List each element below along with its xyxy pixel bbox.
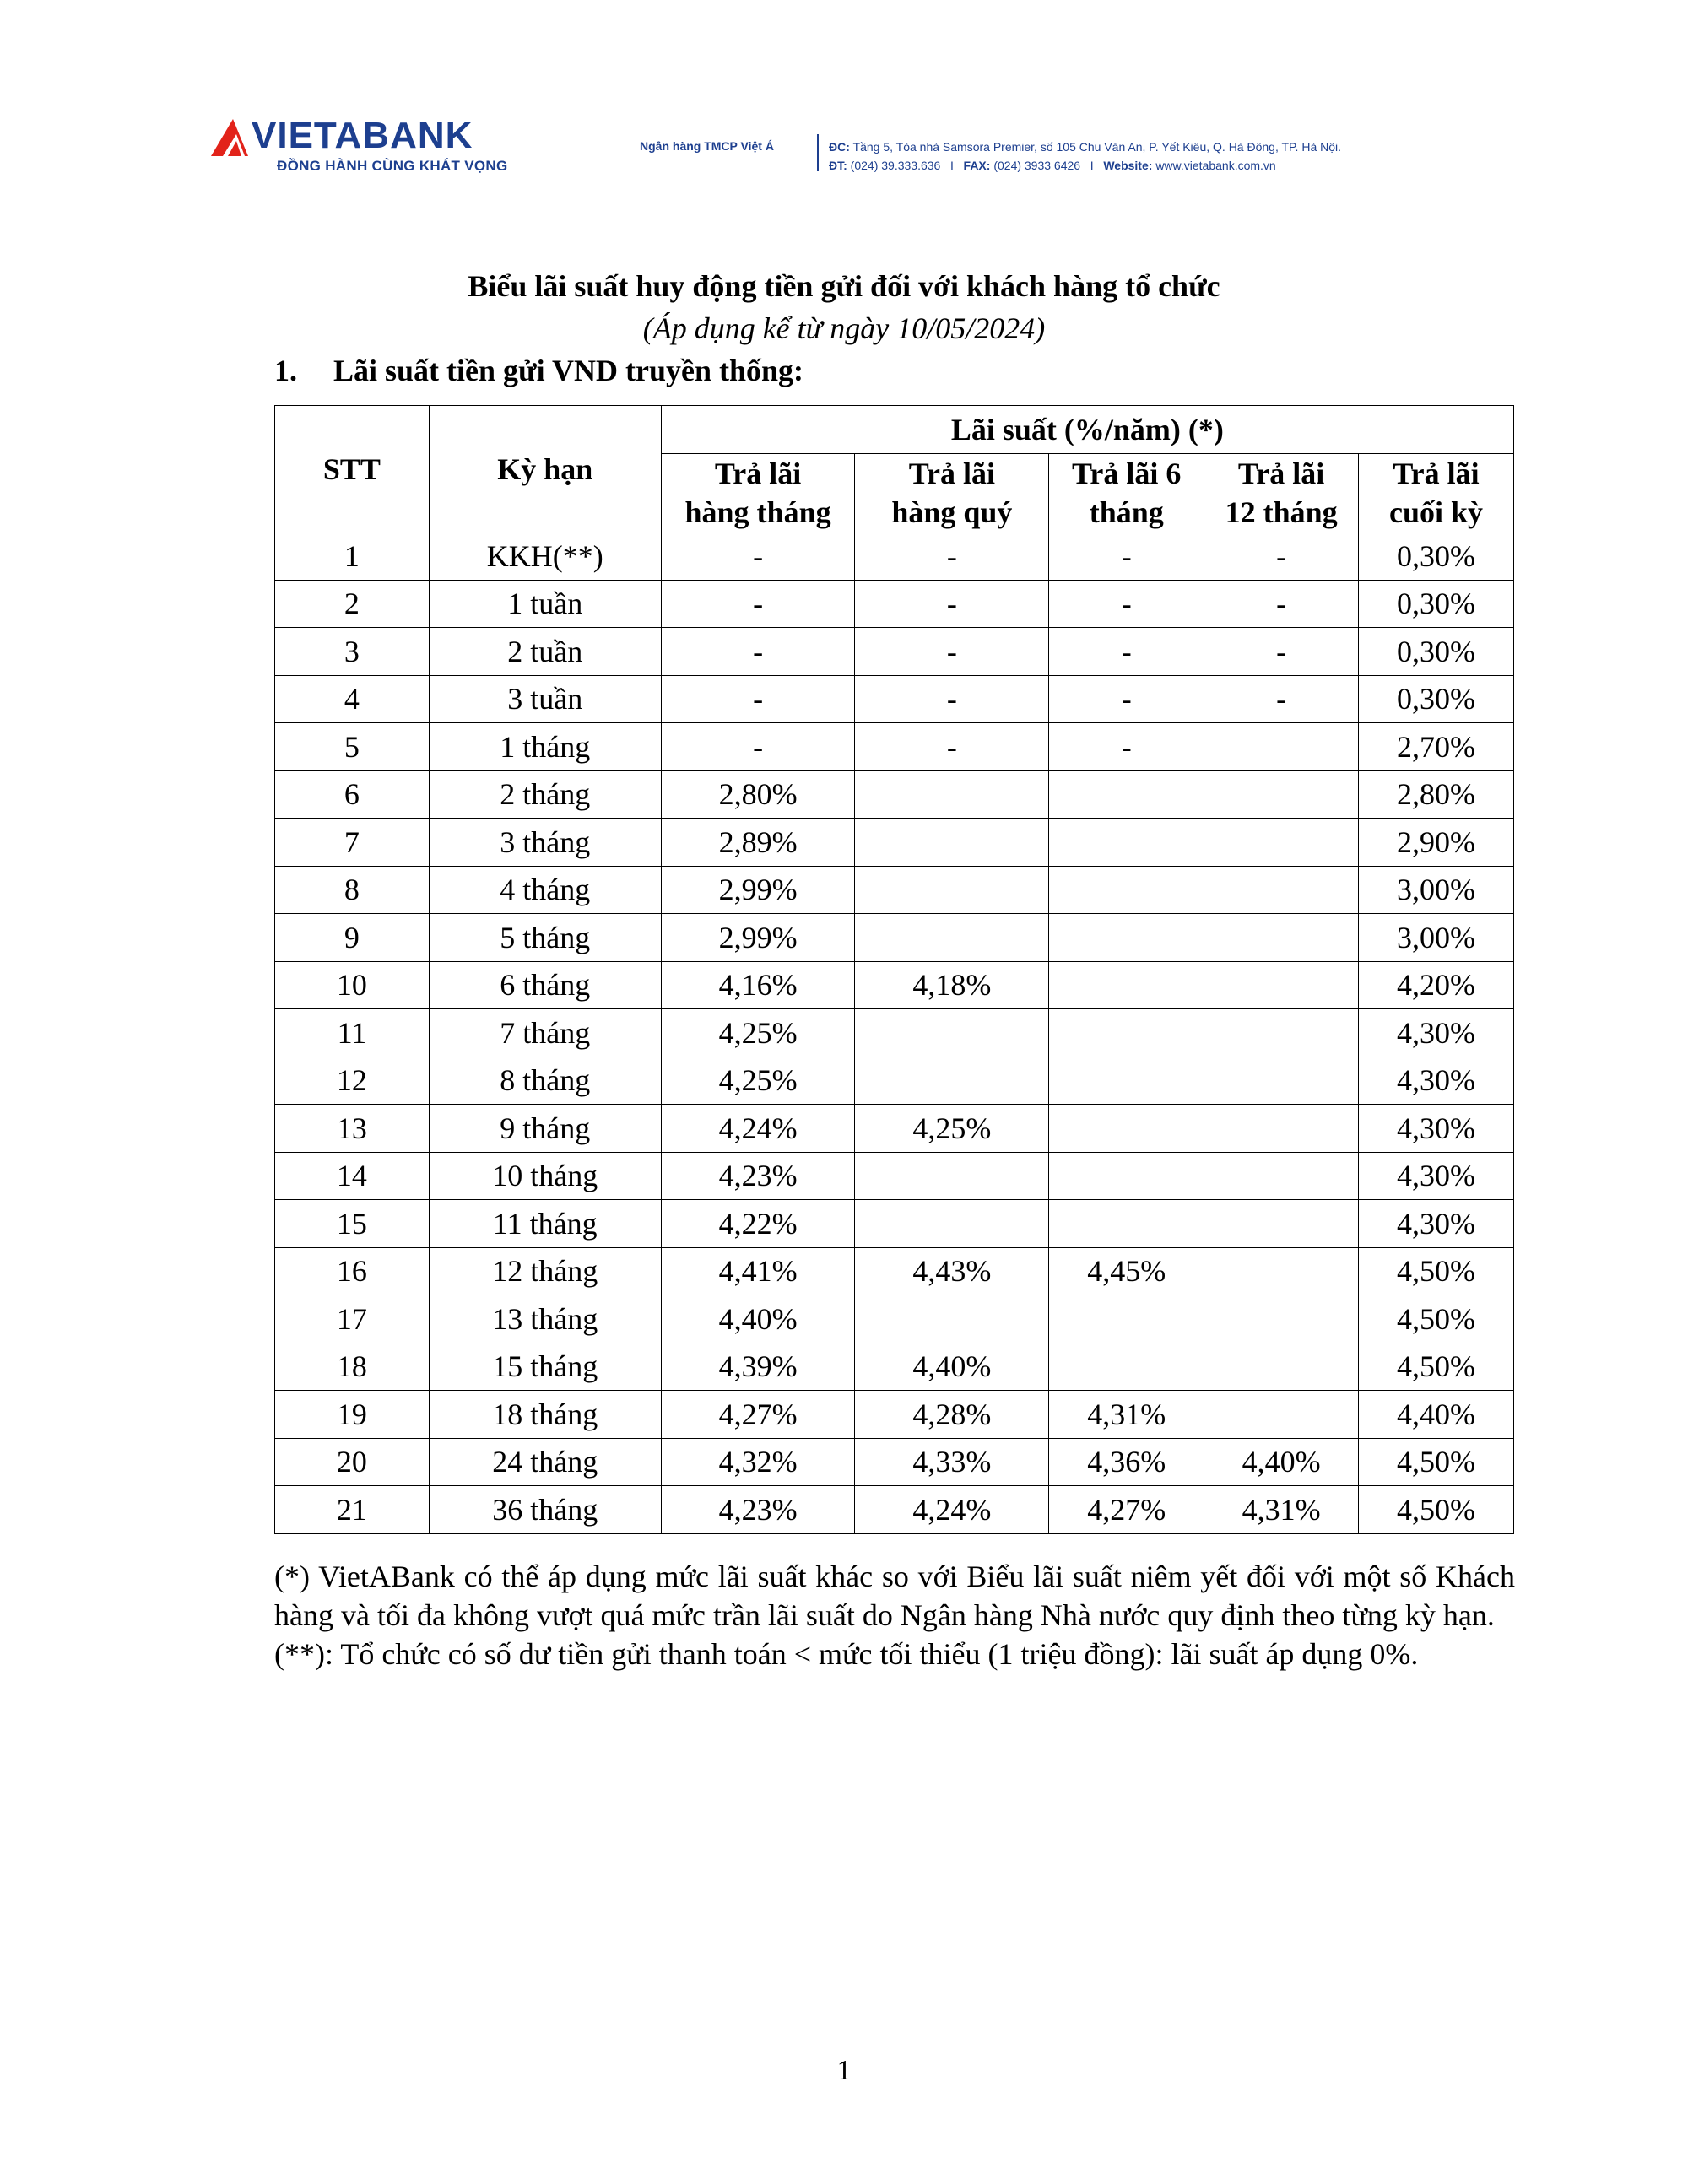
- phone-fax-web-line: [829, 156, 1341, 175]
- cell-quarterly: [855, 1200, 1049, 1248]
- cell-stt: 15: [275, 1200, 430, 1248]
- cell-stt: 17: [275, 1295, 430, 1343]
- separator-1: I: [950, 159, 954, 172]
- section-heading: [274, 353, 803, 388]
- cell-end-of-term: 4,30%: [1359, 1009, 1514, 1057]
- cell-end-of-term: 2,70%: [1359, 723, 1514, 771]
- phone-label: ĐT:: [829, 159, 847, 172]
- cell-quarterly: [855, 1057, 1049, 1105]
- cell-six-month: [1049, 770, 1204, 819]
- document-subtitle: (Áp dụng kể từ ngày 10/05/2024): [642, 311, 1046, 345]
- cell-six-month: [1049, 1105, 1204, 1153]
- cell-quarterly: -: [855, 628, 1049, 676]
- table-row: [275, 580, 1514, 628]
- vietabank-logo: [211, 114, 549, 181]
- phone-text: (024) 39.333.636: [850, 159, 941, 172]
- cell-six-month: [1049, 819, 1204, 867]
- cell-monthly: 2,99%: [661, 866, 855, 914]
- logo-tagline: ĐỒNG HÀNH CÙNG KHÁT VỌNG: [277, 158, 508, 174]
- table-row: [275, 866, 1514, 914]
- table-row: [275, 723, 1514, 771]
- cell-six-month: [1049, 1057, 1204, 1105]
- cell-six-month: [1049, 1009, 1204, 1057]
- cell-stt: 10: [275, 961, 430, 1009]
- cell-term: 7 tháng: [429, 1009, 661, 1057]
- cell-quarterly: 4,33%: [855, 1438, 1049, 1486]
- cell-monthly: -: [661, 675, 855, 723]
- header-term: Kỳ hạn: [429, 406, 661, 532]
- cell-twelve-month: [1204, 723, 1359, 771]
- cell-twelve-month: -: [1204, 628, 1359, 676]
- cell-term: 2 tháng: [429, 770, 661, 819]
- cell-term: 11 tháng: [429, 1200, 661, 1248]
- cell-stt: 13: [275, 1105, 430, 1153]
- cell-six-month: 4,27%: [1049, 1486, 1204, 1534]
- cell-monthly: 4,25%: [661, 1057, 855, 1105]
- cell-stt: 21: [275, 1486, 430, 1534]
- table-row: [275, 675, 1514, 723]
- cell-term: 1 tháng: [429, 723, 661, 771]
- table-row: [275, 1295, 1514, 1343]
- cell-six-month: [1049, 1152, 1204, 1200]
- cell-term: 15 tháng: [429, 1343, 661, 1391]
- cell-end-of-term: 4,20%: [1359, 961, 1514, 1009]
- cell-monthly: -: [661, 628, 855, 676]
- cell-twelve-month: [1204, 770, 1359, 819]
- cell-twelve-month: [1204, 1152, 1359, 1200]
- header-quarterly: Trả lãi hàng quý: [855, 454, 1049, 532]
- cell-six-month: [1049, 1295, 1204, 1343]
- cell-twelve-month: [1204, 1057, 1359, 1105]
- cell-quarterly: 4,43%: [855, 1247, 1049, 1295]
- cell-twelve-month: 4,40%: [1204, 1438, 1359, 1486]
- cell-twelve-month: [1204, 914, 1359, 962]
- cell-end-of-term: 4,30%: [1359, 1152, 1514, 1200]
- address-line: [829, 138, 1341, 156]
- cell-term: 4 tháng: [429, 866, 661, 914]
- cell-quarterly: 4,28%: [855, 1391, 1049, 1439]
- cell-end-of-term: 4,50%: [1359, 1438, 1514, 1486]
- header-stt: STT: [275, 406, 430, 532]
- table-body: [275, 532, 1514, 1534]
- cell-stt: 5: [275, 723, 430, 771]
- cell-stt: 6: [275, 770, 430, 819]
- cell-end-of-term: 0,30%: [1359, 675, 1514, 723]
- cell-monthly: 2,99%: [661, 914, 855, 962]
- fax-label: FAX:: [963, 159, 991, 172]
- cell-quarterly: [855, 770, 1049, 819]
- header-monthly: Trả lãi hàng tháng: [661, 454, 855, 532]
- cell-monthly: -: [661, 580, 855, 628]
- table-row: [275, 628, 1514, 676]
- cell-stt: 8: [275, 866, 430, 914]
- cell-twelve-month: -: [1204, 580, 1359, 628]
- cell-twelve-month: [1204, 961, 1359, 1009]
- cell-six-month: 4,31%: [1049, 1391, 1204, 1439]
- cell-end-of-term: 0,30%: [1359, 532, 1514, 581]
- fax-text: (024) 3933 6426: [993, 159, 1081, 172]
- cell-term: 2 tuần: [429, 628, 661, 676]
- cell-end-of-term: 3,00%: [1359, 914, 1514, 962]
- footnote-2: (**): Tổ chức có số dư tiền gửi thanh toán < mức tối thiểu (1 triệu đồng): lãi suất áp dụng 0%.: [274, 1637, 1419, 1671]
- cell-end-of-term: 0,30%: [1359, 580, 1514, 628]
- table-row: [275, 1438, 1514, 1486]
- logo-wordmark: VIETABANK: [252, 115, 473, 156]
- cell-monthly: -: [661, 723, 855, 771]
- cell-end-of-term: 2,90%: [1359, 819, 1514, 867]
- cell-stt: 16: [275, 1247, 430, 1295]
- cell-twelve-month: [1204, 1200, 1359, 1248]
- cell-monthly: 4,40%: [661, 1295, 855, 1343]
- cell-term: 8 tháng: [429, 1057, 661, 1105]
- header-twelve-month: Trả lãi 12 tháng: [1204, 454, 1359, 532]
- address-text: Tầng 5, Tòa nhà Samsora Premier, số 105 Chu Văn An, P. Yết Kiêu, Q. Hà Đông, TP. Hà Nội.: [852, 140, 1342, 154]
- table-row: [275, 819, 1514, 867]
- cell-monthly: 4,24%: [661, 1105, 855, 1153]
- table-row: [275, 914, 1514, 962]
- cell-twelve-month: [1204, 1295, 1359, 1343]
- cell-quarterly: [855, 914, 1049, 962]
- cell-monthly: 4,32%: [661, 1438, 855, 1486]
- cell-quarterly: [855, 1295, 1049, 1343]
- cell-six-month: -: [1049, 580, 1204, 628]
- cell-end-of-term: 3,00%: [1359, 866, 1514, 914]
- cell-twelve-month: -: [1204, 532, 1359, 581]
- cell-stt: 4: [275, 675, 430, 723]
- cell-monthly: -: [661, 532, 855, 581]
- cell-six-month: [1049, 1200, 1204, 1248]
- cell-term: 1 tuần: [429, 580, 661, 628]
- cell-six-month: [1049, 866, 1204, 914]
- header-six-month: Trả lãi 6 tháng: [1049, 454, 1204, 532]
- table-row: [275, 1200, 1514, 1248]
- cell-quarterly: 4,24%: [855, 1486, 1049, 1534]
- cell-six-month: 4,45%: [1049, 1247, 1204, 1295]
- cell-six-month: [1049, 961, 1204, 1009]
- cell-end-of-term: 4,30%: [1359, 1105, 1514, 1153]
- cell-monthly: 4,41%: [661, 1247, 855, 1295]
- cell-end-of-term: 4,50%: [1359, 1295, 1514, 1343]
- cell-twelve-month: 4,31%: [1204, 1486, 1359, 1534]
- table-row: [275, 1247, 1514, 1295]
- cell-six-month: [1049, 1343, 1204, 1391]
- cell-end-of-term: 4,30%: [1359, 1057, 1514, 1105]
- cell-end-of-term: 4,50%: [1359, 1486, 1514, 1534]
- header-end-of-term: Trả lãi cuối kỳ: [1359, 454, 1514, 532]
- cell-monthly: 2,80%: [661, 770, 855, 819]
- table-row: [275, 1152, 1514, 1200]
- cell-twelve-month: [1204, 1247, 1359, 1295]
- cell-end-of-term: 4,50%: [1359, 1247, 1514, 1295]
- cell-stt: 7: [275, 819, 430, 867]
- cell-quarterly: -: [855, 532, 1049, 581]
- cell-monthly: 4,22%: [661, 1200, 855, 1248]
- cell-stt: 14: [275, 1152, 430, 1200]
- cell-end-of-term: 4,50%: [1359, 1343, 1514, 1391]
- table-row: [275, 1105, 1514, 1153]
- cell-six-month: [1049, 914, 1204, 962]
- cell-twelve-month: [1204, 1009, 1359, 1057]
- website-label: Website:: [1103, 159, 1153, 172]
- cell-quarterly: [855, 866, 1049, 914]
- cell-six-month: -: [1049, 628, 1204, 676]
- cell-term: 12 tháng: [429, 1247, 661, 1295]
- table-header-row: [275, 406, 1514, 454]
- cell-stt: 11: [275, 1009, 430, 1057]
- separator-2: I: [1090, 159, 1094, 172]
- cell-term: 13 tháng: [429, 1295, 661, 1343]
- cell-twelve-month: [1204, 1391, 1359, 1439]
- address-label: ĐC:: [829, 140, 850, 154]
- letterhead: [211, 114, 1477, 181]
- section-title: Lãi suất tiền gửi VND truyền thống:: [333, 354, 803, 387]
- cell-quarterly: 4,18%: [855, 961, 1049, 1009]
- table-row: [275, 770, 1514, 819]
- cell-six-month: -: [1049, 723, 1204, 771]
- table-row: [275, 1009, 1514, 1057]
- cell-six-month: 4,36%: [1049, 1438, 1204, 1486]
- cell-twelve-month: -: [1204, 675, 1359, 723]
- cell-monthly: 2,89%: [661, 819, 855, 867]
- header-divider: [817, 134, 819, 171]
- cell-stt: 19: [275, 1391, 430, 1439]
- cell-term: 24 tháng: [429, 1438, 661, 1486]
- bank-name: Ngân hàng TMCP Việt Á: [640, 139, 774, 153]
- cell-end-of-term: 4,30%: [1359, 1200, 1514, 1248]
- header-rate-group: Lãi suất (%/năm) (*): [661, 406, 1513, 454]
- cell-stt: 1: [275, 532, 430, 581]
- table-row: [275, 1057, 1514, 1105]
- cell-term: 3 tháng: [429, 819, 661, 867]
- cell-term: 10 tháng: [429, 1152, 661, 1200]
- cell-twelve-month: [1204, 1105, 1359, 1153]
- table-row: [275, 1486, 1514, 1534]
- footnotes: [274, 1557, 1515, 1673]
- cell-stt: 12: [275, 1057, 430, 1105]
- cell-twelve-month: [1204, 866, 1359, 914]
- table-row: [275, 1343, 1514, 1391]
- cell-term: 6 tháng: [429, 961, 661, 1009]
- document-title: Biểu lãi suất huy động tiền gửi đối với khách hàng tổ chức: [468, 269, 1220, 303]
- cell-stt: 18: [275, 1343, 430, 1391]
- cell-stt: 2: [275, 580, 430, 628]
- cell-twelve-month: [1204, 819, 1359, 867]
- cell-term: 3 tuần: [429, 675, 661, 723]
- table-row: [275, 961, 1514, 1009]
- cell-six-month: -: [1049, 675, 1204, 723]
- cell-monthly: 4,25%: [661, 1009, 855, 1057]
- cell-quarterly: [855, 1152, 1049, 1200]
- cell-end-of-term: 2,80%: [1359, 770, 1514, 819]
- cell-stt: 9: [275, 914, 430, 962]
- cell-six-month: -: [1049, 532, 1204, 581]
- cell-end-of-term: 0,30%: [1359, 628, 1514, 676]
- cell-quarterly: [855, 1009, 1049, 1057]
- cell-monthly: 4,23%: [661, 1152, 855, 1200]
- interest-rate-table: [274, 405, 1514, 1534]
- cell-monthly: 4,23%: [661, 1486, 855, 1534]
- cell-monthly: 4,39%: [661, 1343, 855, 1391]
- cell-quarterly: 4,40%: [855, 1343, 1049, 1391]
- cell-quarterly: -: [855, 723, 1049, 771]
- cell-term: 36 tháng: [429, 1486, 661, 1534]
- cell-stt: 3: [275, 628, 430, 676]
- page-number: 1: [836, 2055, 852, 2086]
- cell-twelve-month: [1204, 1343, 1359, 1391]
- section-number: 1.: [274, 354, 297, 387]
- cell-term: 9 tháng: [429, 1105, 661, 1153]
- footnote-1: (*) VietABank có thể áp dụng mức lãi suất khác so với Biểu lãi suất niêm yết đối với một số Khách hàng và tối đa không vượt quá mức trần lãi suất do Ngân hàng Nhà nước quy định theo từng kỳ hạn.: [274, 1560, 1515, 1632]
- cell-term: 18 tháng: [429, 1391, 661, 1439]
- table-row: [275, 532, 1514, 581]
- contact-info: [829, 138, 1341, 175]
- cell-stt: 20: [275, 1438, 430, 1486]
- table-row: [275, 1391, 1514, 1439]
- cell-monthly: 4,16%: [661, 961, 855, 1009]
- cell-quarterly: -: [855, 675, 1049, 723]
- cell-quarterly: 4,25%: [855, 1105, 1049, 1153]
- cell-term: 5 tháng: [429, 914, 661, 962]
- cell-quarterly: [855, 819, 1049, 867]
- cell-monthly: 4,27%: [661, 1391, 855, 1439]
- cell-end-of-term: 4,40%: [1359, 1391, 1514, 1439]
- cell-quarterly: -: [855, 580, 1049, 628]
- cell-term: KKH(**): [429, 532, 661, 581]
- website-link[interactable]: www.vietabank.com.vn: [1155, 159, 1276, 172]
